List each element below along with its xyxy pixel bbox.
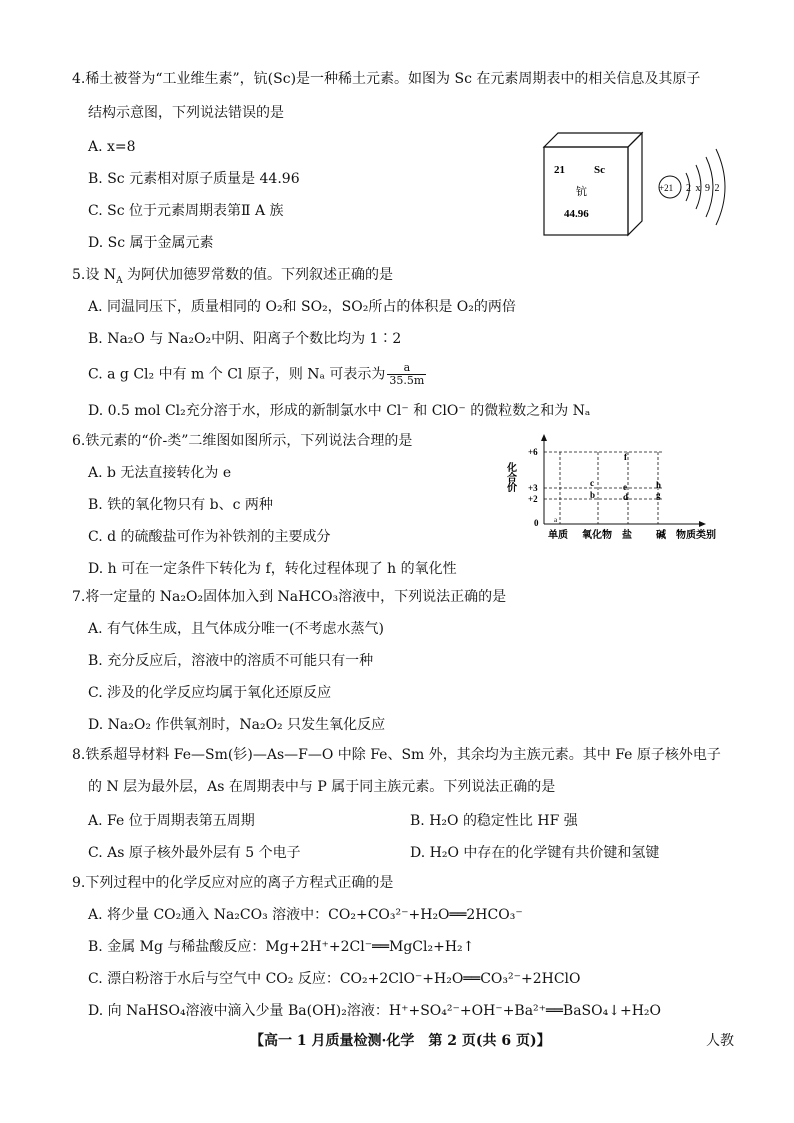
- q8-stem-line2: 的 N 层为最外层，As 在周期表中与 P 属于同主族元素。下列说法正确的是: [88, 779, 556, 795]
- q4-stem-line2: 结构示意图，下列说法错误的是: [88, 105, 284, 121]
- element-symbol: Sc: [594, 164, 605, 176]
- q4-option-d: D. Sc 属于金属元素: [88, 235, 214, 251]
- q5-option-d: D. 0.5 mol Cl₂充分溶于水，形成的新制氯水中 Cl⁻ 和 ClO⁻ 的微粒数之和为 Nₐ: [88, 403, 591, 419]
- element-cell: [544, 133, 642, 235]
- q4-option-c: C. Sc 位于元素周期表第Ⅱ A 族: [88, 203, 284, 219]
- q9-option-b: B. 金属 Mg 与稀盐酸反应：Mg+2H⁺+2Cl⁻══MgCl₂+H₂↑: [88, 939, 475, 955]
- element-number: 21: [554, 164, 565, 176]
- point-b: b: [590, 490, 596, 500]
- page-footer: 【高一 1 月质量检测·化学 第 2 页(共 6 页)】: [250, 1033, 551, 1049]
- point-f: f: [624, 452, 627, 462]
- fraction: $\frac{a}{35.5m}$: [389, 361, 425, 387]
- point-e: e: [623, 482, 627, 492]
- ytick-2: +2: [528, 494, 538, 504]
- ytick-3: +3: [528, 483, 538, 493]
- q9-option-c: C. 漂白粉溶于水后与空气中 CO₂ 反应：CO₂+2ClO⁻+H₂O══CO₃²⁻+2HClO: [88, 971, 581, 987]
- category-elemental: 单质: [548, 530, 568, 541]
- q5-option-a: A. 同温同压下，质量相同的 O₂和 SO₂，SO₂所占的体积是 O₂的两倍: [88, 299, 516, 315]
- q9-option-d: D. 向 NaHSO₄溶液中滴入少量 Ba(OH)₂溶液：H⁺+SO₄²⁻+OH⁻+Ba²⁺══BaSO₄↓+H₂O: [88, 1003, 661, 1019]
- q5-stem: 5.设 $N_A$ 为阿伏加德罗常数的值。下列叙述正确的是: [72, 267, 394, 286]
- q6-option-c: C. d 的硫酸盐可作为补铁剂的主要成分: [88, 529, 331, 545]
- point-d: d: [623, 492, 629, 502]
- q9-option-a: A. 将少量 CO₂通入 Na₂CO₃ 溶液中：CO₂+CO₃²⁻+H₂O══2HCO₃⁻: [88, 907, 523, 923]
- q8-option-c: C. As 原子核外最外层有 5 个电子: [88, 845, 301, 861]
- q7-option-d: D. Na₂O₂ 作供氧剂时，Na₂O₂ 只发生氧化反应: [88, 717, 386, 733]
- point-c: c: [590, 478, 594, 488]
- q4-figure: [536, 125, 736, 240]
- atom-structure: [659, 149, 725, 225]
- q7-option-c: C. 涉及的化学反应均属于氧化还原反应: [88, 685, 332, 701]
- q8-option-d: D. H₂O 中存在的化学键有共价键和氢键: [410, 845, 660, 861]
- q4-option-b: B. Sc 元素相对原子质量是 44.96: [88, 171, 300, 187]
- q6-option-b: B. 铁的氧化物只有 b、c 两种: [88, 497, 273, 513]
- q5-option-b: B. Na₂O 与 Na₂O₂中阴、阳离子个数比均为 1∶2: [88, 331, 402, 347]
- category-base: 碱: [656, 530, 666, 541]
- valence-class-chart: [506, 432, 746, 547]
- ytick-6: +6: [528, 447, 538, 457]
- point-h: h: [656, 480, 662, 490]
- edition-label: 人教: [706, 1033, 734, 1049]
- category-oxide: 氧化物: [582, 530, 612, 541]
- q6-option-a: A. b 无法直接转化为 e: [88, 465, 232, 481]
- q4-stem-line1: 4.稀土被誉为“工业维生素”，钪(Sc)是一种稀土元素。如图为 Sc 在元素周期表中的相关信息及其原子: [72, 71, 701, 87]
- q7-stem: 7.将一定量的 Na₂O₂固体加入到 NaHCO₃溶液中，下列说法正确的是: [72, 589, 507, 605]
- q7-option-a: A. 有气体生成，且气体成分唯一(不考虑水蒸气): [88, 621, 384, 637]
- q4-option-a: A. x=8: [88, 139, 136, 155]
- q5-option-c: C. a g Cl₂ 中有 m 个 Cl 原子，则 Nₐ 可表示为 $\frac{a}{35.5m}$: [88, 361, 425, 387]
- q6-stem: 6.铁元素的“价-类”二维图如图所示，下列说法合理的是: [72, 433, 413, 449]
- ytick-0: 0: [534, 518, 539, 528]
- element-mass: 44.96: [564, 208, 589, 220]
- q8-option-b: B. H₂O 的稳定性比 HF 强: [410, 813, 578, 829]
- point-g: g: [656, 490, 661, 500]
- q6-option-d: D. h 可在一定条件下转化为 f，转化过程体现了 h 的氧化性: [88, 561, 457, 577]
- element-name: 钪: [576, 185, 587, 198]
- chart-ylabel: 化合价: [504, 462, 516, 492]
- q8-option-a: A. Fe 位于周期表第五周期: [88, 813, 255, 829]
- point-a: a: [554, 516, 558, 524]
- q7-option-b: B. 充分反应后，溶液中的溶质不可能只有一种: [88, 653, 374, 669]
- q9-stem: 9.下列过程中的化学反应对应的离子方程式正确的是: [72, 875, 394, 891]
- category-salt: 盐: [622, 530, 632, 541]
- atom-shells: 2 x 9 2: [686, 183, 721, 194]
- chart-xlabel: 物质类别: [676, 530, 716, 541]
- q8-stem-line1: 8.铁系超导材料 Fe—Sm(钐)—As—F—O 中除 Fe、Sm 外，其余均为主族元素。其中 Fe 原子核外电子: [72, 747, 721, 763]
- atom-nucleus: +21: [659, 183, 674, 193]
